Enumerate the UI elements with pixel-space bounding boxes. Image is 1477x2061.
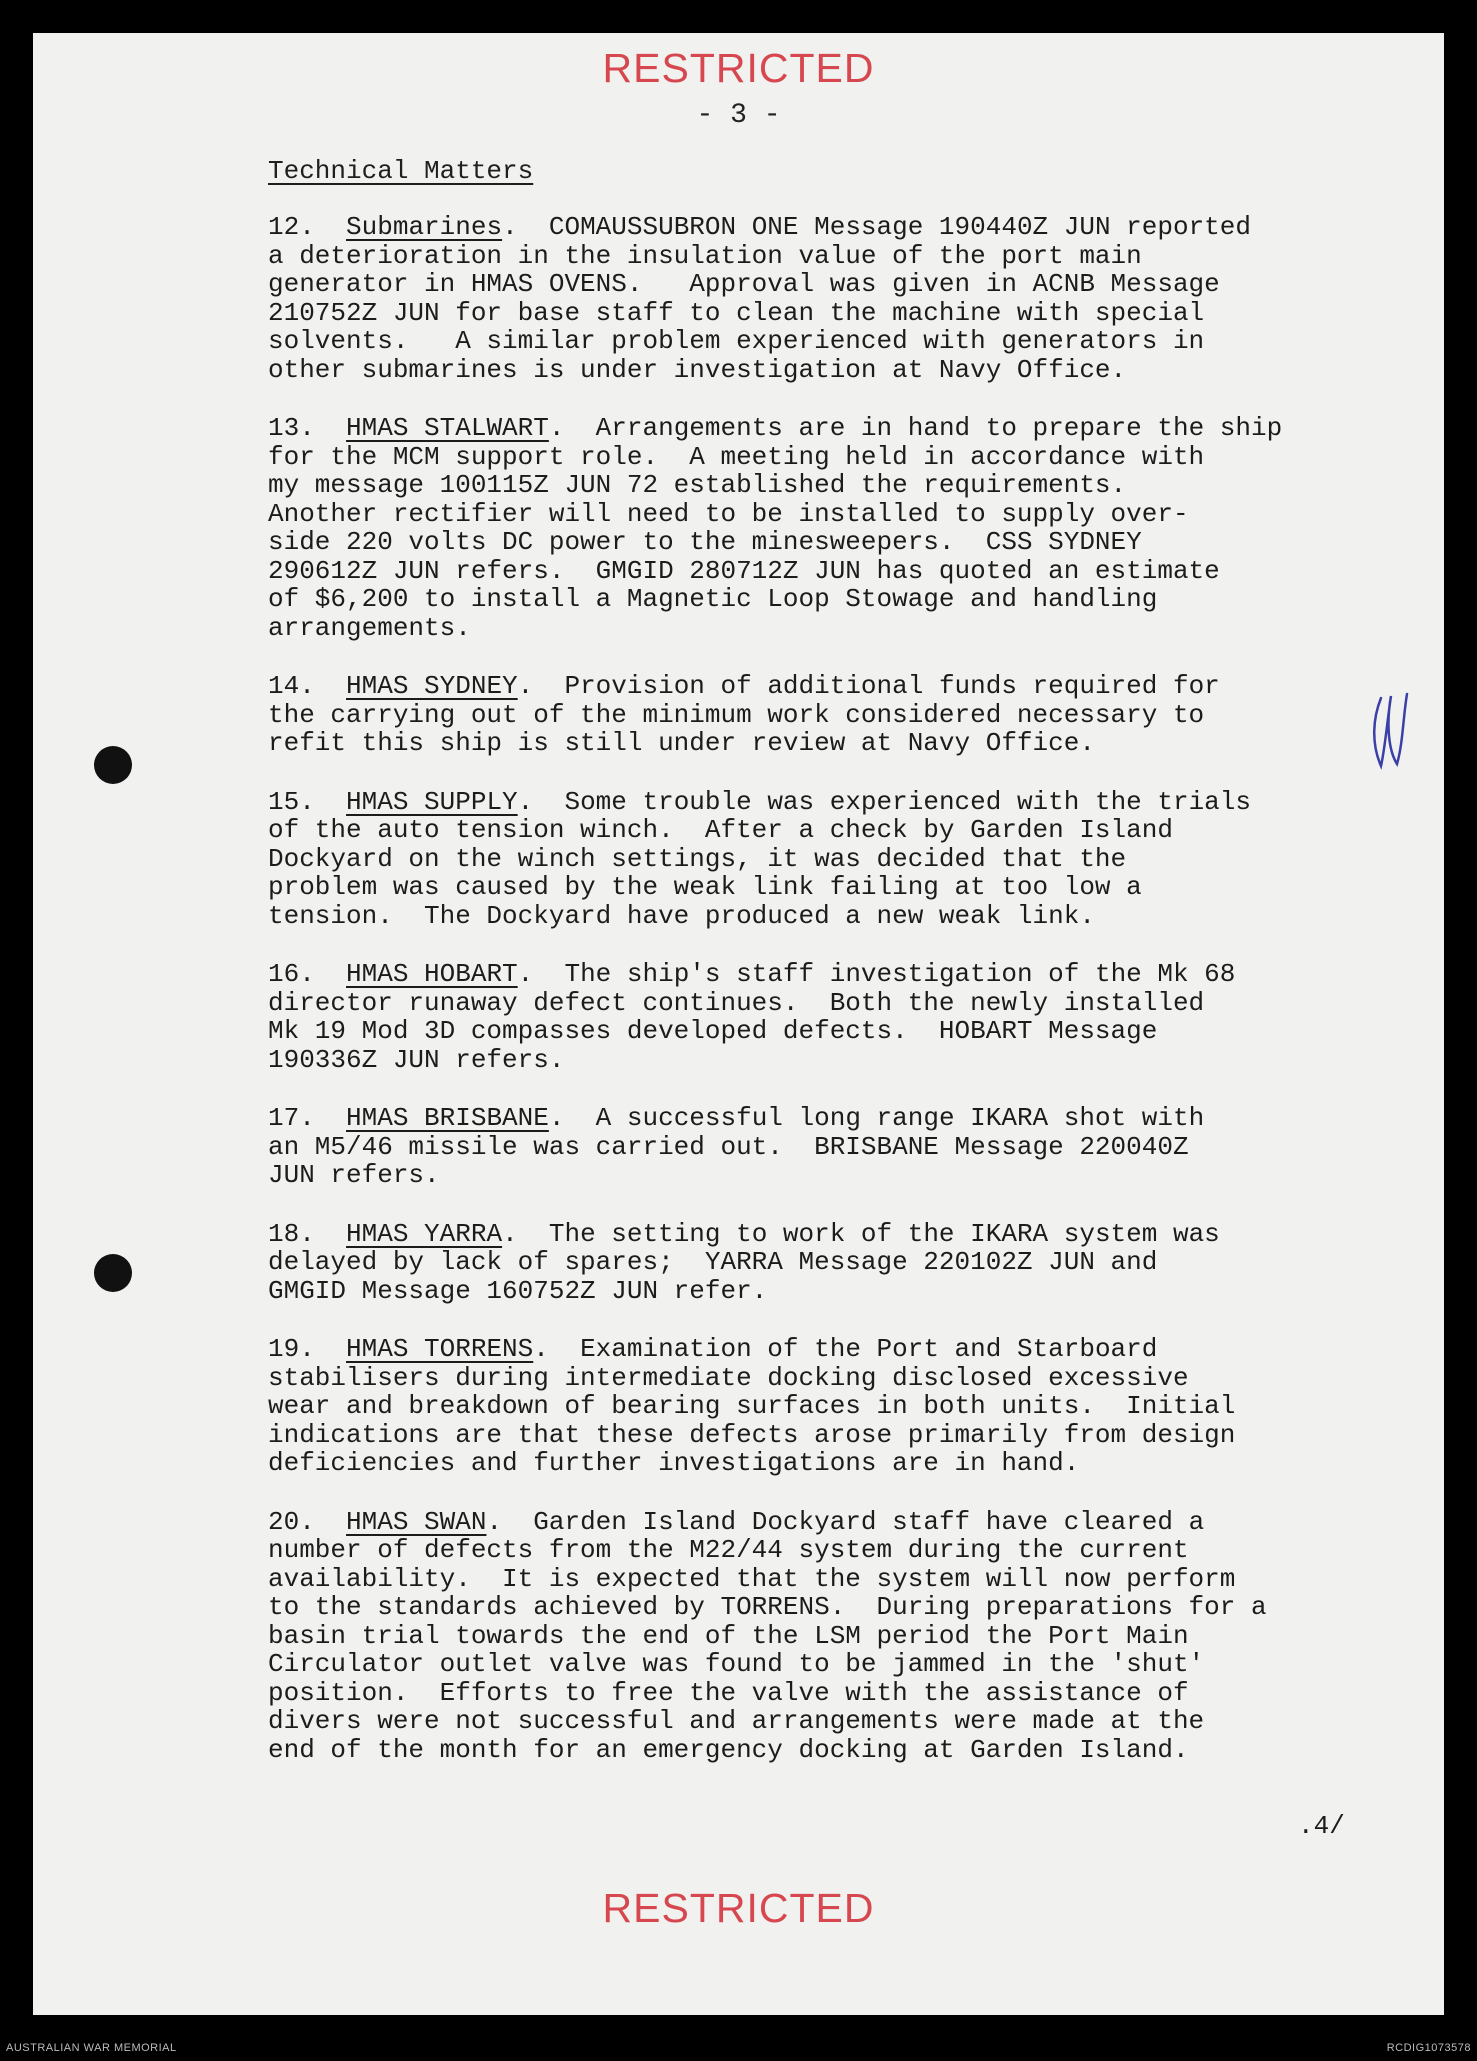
handwritten-mark [1363, 688, 1423, 773]
page-number: - 3 - [696, 100, 781, 131]
archive-credit: AUSTRALIAN WAR MEMORIAL [6, 2042, 177, 2054]
paragraph-line: side 220 volts DC power to the minesweepers. CSS SYDNEY [268, 527, 1142, 557]
paragraph-line [268, 1220, 1418, 1249]
paragraph-line: of $6,200 to install a Magnetic Loop Stowage and handling [268, 584, 1158, 614]
paragraph-line: problem was caused by the weak link failing at too low a [268, 872, 1142, 902]
continuation-marker: .4/ [1298, 1811, 1345, 1841]
paragraph-heading: HMAS YARRA [346, 1218, 503, 1249]
archive-id: RCDIG1073578 [1386, 2042, 1471, 2054]
paragraph-line [268, 1508, 1418, 1537]
paragraph-line: stabilisers during intermediate docking disclosed excessive [268, 1362, 1189, 1393]
paragraph-line: refit this ship is still under review at Navy Office. [268, 728, 1095, 758]
paragraph-text: . COMAUSSUBRON ONE Message 190440Z JUN reported [502, 212, 1251, 242]
paragraph-line: position. Efforts to free the valve with the assistance of [268, 1677, 1189, 1708]
paragraph-line: Mk 19 Mod 3D compasses developed defects. HOBART Message [268, 1016, 1158, 1046]
paragraph-heading: Submarines [346, 212, 503, 242]
paragraph-text: . Arrangements are in hand to prepare the ship [548, 413, 1283, 443]
paragraph-line: the carrying out of the minimum work considered necessary to [268, 699, 1205, 730]
section-heading: Technical Matters [268, 156, 534, 186]
paragraph-line: basin trial towards the end of the LSM period the Port Main [268, 1620, 1189, 1651]
paragraph-number: 19. [268, 1334, 315, 1364]
paragraph-line: Circulator outlet valve was found to be jammed in the 'shut' [268, 1649, 1205, 1679]
paragraph-line [268, 672, 1418, 701]
paragraph-line: my message 100115Z JUN 72 established the requirements. [268, 470, 1127, 500]
paragraph [268, 1508, 1418, 1765]
paragraph-line: GMGID Message 160752Z JUN refer. [268, 1275, 768, 1306]
paragraph-line: indications are that these defects arose primarily from design [268, 1419, 1236, 1450]
paragraph-line: an M5/46 missile was carried out. BRISBANE Message 220040Z [268, 1131, 1189, 1162]
paragraph-line: a deterioration in the insulation value of the port main [268, 240, 1142, 271]
paragraph-line: 290612Z JUN refers. GMGID 280712Z JUN has quoted an estimate [268, 555, 1220, 586]
paragraph-line [268, 414, 1418, 443]
paragraph-line: other submarines is under investigation at Navy Office. [268, 354, 1127, 385]
paragraph-line: of the auto tension winch. After a check by Garden Island [268, 815, 1173, 845]
paragraph-number: 18. [268, 1218, 315, 1249]
paragraph-heading: HMAS TORRENS [346, 1334, 534, 1364]
paragraph-line: end of the month for an emergency docking at Garden Island. [268, 1734, 1189, 1765]
paragraph-line: JUN refers. [268, 1160, 440, 1190]
paragraph-text: . The setting to work of the IKARA system was [502, 1218, 1220, 1249]
paragraph-line: generator in HMAS OVENS. Approval was given in ACNB Message [268, 269, 1220, 299]
paragraph-heading: HMAS SUPPLY [346, 786, 518, 817]
paragraph-line: Another rectifier will need to be installed to supply over- [268, 498, 1189, 529]
paragraph-line: Dockyard on the winch settings, it was decided that the [268, 843, 1127, 874]
paragraph-line [268, 788, 1418, 817]
paragraph-text: . Garden Island Dockyard staff have cleared a [486, 1506, 1205, 1537]
paragraph-heading: HMAS BRISBANE [346, 1103, 549, 1133]
paragraph-line: solvents. A similar problem experienced with generators in [268, 326, 1205, 356]
paragraph-number: 14. [268, 671, 315, 701]
paragraph-line [268, 213, 1418, 242]
paragraph-line [268, 1104, 1418, 1133]
punch-hole [94, 746, 132, 784]
restricted-stamp-bottom: RESTRICTED [602, 1885, 875, 1931]
paragraph-line: for the MCM support role. A meeting held in accordance with [268, 441, 1205, 472]
paragraph-line: tension. The Dockyard have produced a new weak link. [268, 900, 1095, 931]
paragraph-line: 190336Z JUN refers. [268, 1044, 565, 1075]
paragraph [268, 672, 1418, 758]
paragraph-heading: HMAS HOBART [346, 959, 518, 989]
paragraph-line: number of defects from the M22/44 system during the current [268, 1535, 1189, 1565]
paragraph [268, 1335, 1418, 1478]
paragraph-text: . Provision of additional funds required for [517, 671, 1220, 701]
paragraph-number: 12. [268, 212, 315, 242]
paragraph-number: 17. [268, 1103, 315, 1133]
paragraph-line: to the standards achieved by TORRENS. During preparations for a [268, 1592, 1267, 1622]
paragraph [268, 960, 1418, 1074]
paragraph-line [268, 1335, 1418, 1364]
paragraph-line [268, 960, 1418, 989]
paragraph-line: availability. It is expected that the system will now perform [268, 1563, 1236, 1594]
paragraph-text: . A successful long range IKARA shot with [548, 1103, 1205, 1133]
paragraph-text: . The ship's staff investigation of the Mk 68 [517, 959, 1236, 989]
punch-hole [94, 1254, 132, 1292]
paragraph-line: divers were not successful and arrangements were made at the [268, 1706, 1205, 1736]
paragraph-heading: HMAS STALWART [346, 413, 549, 443]
paragraph-line: delayed by lack of spares; YARRA Message 220102Z JUN and [268, 1247, 1158, 1277]
paragraph-number: 16. [268, 959, 315, 989]
paragraph-line: arrangements. [268, 612, 471, 643]
paragraph-text: . Examination of the Port and Starboard [533, 1334, 1158, 1364]
paragraph-number: 13. [268, 413, 315, 443]
restricted-stamp-top: RESTRICTED [602, 45, 875, 91]
paragraph-line: director runaway defect continues. Both the newly installed [268, 987, 1205, 1018]
document-body [268, 213, 1418, 1794]
paragraph-number: 20. [268, 1506, 315, 1537]
paragraph [268, 1220, 1418, 1306]
paragraph-heading: HMAS SYDNEY [346, 671, 518, 701]
paragraph-text: . Some trouble was experienced with the trials [517, 786, 1251, 817]
paragraph-line: deficiencies and further investigations are in hand. [268, 1448, 1080, 1478]
paragraph [268, 1104, 1418, 1190]
paragraph [268, 788, 1418, 931]
paragraph-heading: HMAS SWAN [346, 1506, 487, 1537]
paragraph-line: wear and breakdown of bearing surfaces in both units. Initial [268, 1391, 1236, 1421]
paragraph [268, 213, 1418, 384]
paragraph-number: 15. [268, 786, 315, 817]
paragraph [268, 414, 1418, 642]
paragraph-line: 210752Z JUN for base staff to clean the machine with special [268, 297, 1205, 328]
document-page [33, 33, 1444, 2015]
